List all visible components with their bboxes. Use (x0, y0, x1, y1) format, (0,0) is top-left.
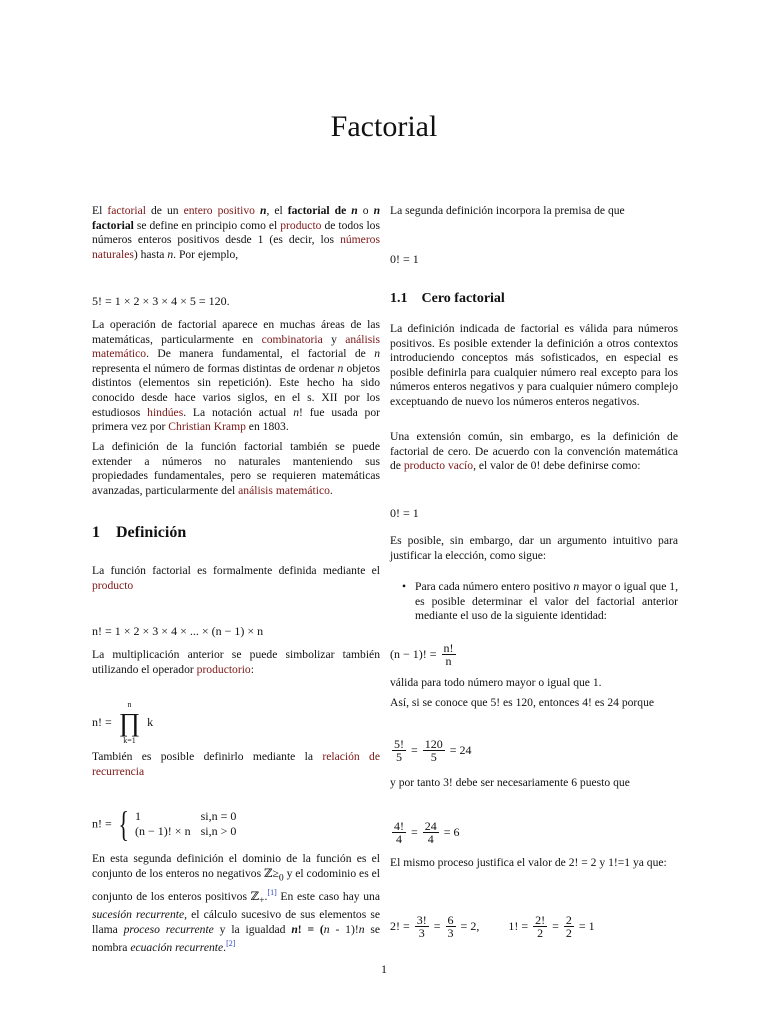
var-n: n (293, 405, 300, 419)
text: objetos distintos (elementos sin repetición). Este hecho ha sido conocido desde hace varios siglos, en el s. XII por los estudiosos (92, 361, 381, 419)
var-n: n (167, 247, 174, 261)
bold-text: factorial (92, 218, 134, 232)
fraction (446, 914, 456, 939)
text: se nombra (92, 922, 380, 955)
text: ) hasta (133, 247, 168, 261)
paragraph-common-extension (390, 430, 678, 474)
product-lower: k=1 (123, 736, 136, 745)
text: o (357, 204, 374, 217)
paragraph-domain (92, 852, 380, 956)
subsection-number: 1.1 (390, 291, 408, 306)
text: La definición de la función factorial también se puede extender a números no naturales manteniendo sus propiedades fundamentales, pero se requieren matemáticas avanzadas, particularmente del (92, 440, 380, 497)
link-numeros-naturales[interactable]: números naturales (92, 233, 380, 261)
product-upper: n (127, 700, 132, 709)
text: También es posible definirlo mediante la (92, 750, 323, 763)
numerator: 120 (424, 737, 443, 751)
text: de un (145, 204, 184, 217)
text: La operación de factorial aparece en muchas áreas de las matemáticas, particularmente en (92, 318, 380, 346)
section-title: Definición (116, 524, 187, 541)
denominator: 5 (396, 750, 402, 764)
eq-lhs: (n − 1)! = (390, 647, 437, 662)
numerator: 2 (565, 913, 572, 927)
denominator: 3 (447, 926, 454, 940)
text: ! fue usada por primera vez por (92, 405, 380, 434)
product-body: k (147, 714, 154, 729)
text: La función factorial es formalmente definida mediante el (92, 564, 380, 577)
equation-recurrence (92, 806, 246, 842)
case-1: 1 (135, 809, 142, 823)
italic-text: proceso recurrente (123, 922, 214, 936)
paragraph-second-definition: La segunda definición incorpora la premisa de que (390, 204, 625, 217)
fraction (564, 914, 574, 939)
text: - 1)! (329, 922, 359, 936)
fraction (392, 738, 406, 763)
text: en 1803. (245, 420, 289, 434)
link-relacion-recurrencia[interactable]: relación de recurrencia (92, 750, 380, 778)
equals: = (411, 743, 418, 758)
link-factorial[interactable]: factorial (107, 204, 146, 217)
link-analisis-matematico[interactable]: análisis matemático (92, 332, 380, 361)
link-entero-positivo[interactable]: entero positivo (183, 204, 255, 217)
eq-lhs: 1! = (508, 919, 529, 934)
right-column (390, 0, 678, 1024)
denominator: 4 (427, 832, 434, 846)
fraction (392, 820, 406, 845)
link-producto-vacio[interactable]: producto vacío (403, 459, 474, 473)
equation-definition: n! = 1 × 2 × 3 × 4 × ... × (n − 1) × n (92, 624, 264, 638)
fraction (423, 738, 445, 763)
paragraph-extension (92, 440, 380, 498)
condition-1: si,n = 0 (200, 809, 237, 823)
eq-lhs: n! = (92, 816, 112, 831)
text: , el cálculo sucesivo de sus elementos se llama (92, 908, 380, 936)
eq-lhs: 2! = (390, 919, 410, 934)
denominator: 3 (418, 926, 425, 940)
text: Una extensión común, sin embargo, es la definición de factorial de cero. De acuerdo con la convención matemática de (390, 430, 678, 473)
var-n: n (374, 347, 380, 361)
equation-6 (390, 820, 460, 845)
text: , el (266, 204, 288, 217)
link-christian-kramp[interactable]: Christian Kramp (168, 420, 246, 434)
text: de todos los números enteros positivos desde 1 (es decir, los (92, 218, 380, 247)
denominator: 4 (396, 832, 402, 846)
bullet-item (415, 580, 678, 624)
equation-2-and-1 (390, 914, 595, 939)
subscript: 0 (278, 871, 284, 883)
numerator: n! (443, 641, 454, 655)
paragraph-cero-factorial: La definición indicada de factorial es válida para números positivos. Es posible extender la definición a otros contextos introduciendo conceptos más sofisticados, en especial es posible definirla para cualquier número real excepto para los números enteros negativos y para cualquier número complejo exceptuando de nuevo los números enteros negativos. (390, 322, 678, 408)
fraction (442, 642, 456, 667)
equation-zero-factorial-2: 0! = 1 (390, 506, 419, 520)
link-hindues[interactable]: hindúes (147, 405, 184, 419)
paragraph-argument: Es posible, sin embargo, dar un argumento intuitivo para justificar la elección, como sigue: (390, 534, 678, 562)
link-producto[interactable]: producto (280, 218, 322, 232)
text: . (264, 889, 268, 903)
subsection-heading-cero-factorial (390, 292, 505, 307)
text: ! = ( (297, 922, 324, 936)
reference-2[interactable]: [2] (226, 939, 236, 949)
text: , el valor de 0! debe definirse como: (473, 459, 641, 473)
product-operator (119, 700, 140, 746)
brace: { (118, 804, 129, 844)
cases (135, 809, 246, 839)
text: . (223, 941, 227, 955)
numerator: 6 (447, 913, 454, 927)
reference-1[interactable]: [1] (267, 887, 277, 897)
subscript: + (259, 894, 265, 906)
text: . De manera fundamental, el factorial de (146, 347, 375, 361)
equals: = (433, 919, 441, 934)
case-2: (n − 1)! × n (135, 824, 191, 838)
numerator: 4! (394, 819, 404, 833)
product-symbol: ∏ (118, 708, 141, 737)
bold-text: factorial de (287, 204, 352, 217)
intro-paragraph (92, 204, 380, 262)
subsection-title: Cero factorial (421, 291, 505, 306)
equation-identity (390, 642, 458, 667)
var-n: n (291, 922, 298, 936)
numerator: 2! (535, 913, 546, 927)
paragraph-definition (92, 564, 380, 593)
link-producto[interactable]: producto (92, 578, 134, 592)
denominator: n (445, 654, 452, 668)
text: se define en principio como el (133, 218, 281, 232)
paragraph-multiplication (92, 648, 380, 677)
denominator: 5 (430, 750, 437, 764)
eq-lhs: n! = (92, 714, 112, 729)
equation-result: = 1 (578, 919, 595, 934)
text: y (322, 332, 346, 346)
paragraph-asi: Así, si se conoce que 5! es 120, entonces 4! es 24 porque (390, 696, 655, 709)
paragraph-valid: válida para todo número mayor o igual que 1. (390, 676, 602, 689)
var-n: n (351, 204, 358, 217)
equation-example: 5! = 1 × 2 × 3 × 4 × 5 = 120. (92, 294, 230, 308)
var-n: n (323, 922, 330, 936)
equation-zero-factorial: 0! = 1 (390, 252, 419, 266)
var-n: n (337, 361, 344, 375)
section-number: 1 (92, 524, 100, 541)
text: . (329, 483, 333, 497)
equation-product (92, 700, 153, 746)
italic-text: ecuación recurrente (130, 941, 224, 955)
text: : (250, 662, 254, 676)
paragraph-por-tanto: y por tanto 3! debe ser necesariamente 6 puesto que (390, 776, 630, 789)
denominator: 2 (537, 926, 544, 940)
numerator: 3! (416, 913, 427, 927)
italic-text: sucesión recurrente (92, 908, 185, 922)
var-n: n (573, 580, 580, 593)
text: y la igualdad (213, 922, 292, 936)
page-number: 1 (381, 962, 387, 976)
text: . Por ejemplo, (173, 247, 239, 261)
left-column (92, 0, 380, 1024)
equation-24 (390, 738, 472, 763)
page-title: Factorial (330, 110, 438, 143)
denominator: 2 (565, 926, 572, 940)
link-productorio[interactable]: productorio (196, 662, 251, 676)
var-n: n (259, 204, 267, 217)
text: y el codominio es el conjunto de los enteros positivos ℤ (92, 866, 380, 903)
fraction (533, 914, 547, 939)
paragraph-recurrence (92, 750, 380, 779)
paragraph-operation (92, 318, 380, 435)
var-n: n (373, 204, 381, 217)
fraction (423, 820, 439, 845)
text: mayor o igual que 1, es posible determinar el valor del factorial anterior mediante el uso de la siguiente identidad: (415, 580, 678, 623)
text: El (92, 204, 108, 217)
paragraph-mismo-proceso: El mismo proceso justifica el valor de 2! = 2 y 1!=1 ya que: (390, 856, 667, 869)
numerator: 5! (394, 737, 404, 751)
var-n: n (358, 922, 365, 936)
text: Para cada número entero positivo (415, 580, 574, 593)
text: En este caso hay una (276, 889, 380, 903)
fraction (415, 914, 429, 939)
equation-result: = 2, (460, 919, 480, 934)
numerator: 24 (424, 819, 437, 833)
section-heading-definicion (92, 526, 186, 541)
link-analisis-matematico[interactable]: análisis matemático (238, 483, 330, 497)
equation-result: = 6 (443, 825, 460, 840)
equation-result: = 24 (449, 743, 472, 758)
equals: = (411, 825, 418, 840)
condition-2: si,n > 0 (200, 824, 237, 838)
text: representa el número de formas distintas de ordenar (92, 361, 338, 375)
link-combinatoria[interactable]: combinatoria (261, 332, 323, 346)
text: En esta segunda definición el dominio de la función es el conjunto de los enteros no negativos ℤ≥ (92, 852, 380, 880)
equals: = (552, 919, 559, 934)
text: . La notación actual (183, 405, 294, 419)
text: La multiplicación anterior se puede simbolizar también utilizando el operador (92, 648, 380, 676)
